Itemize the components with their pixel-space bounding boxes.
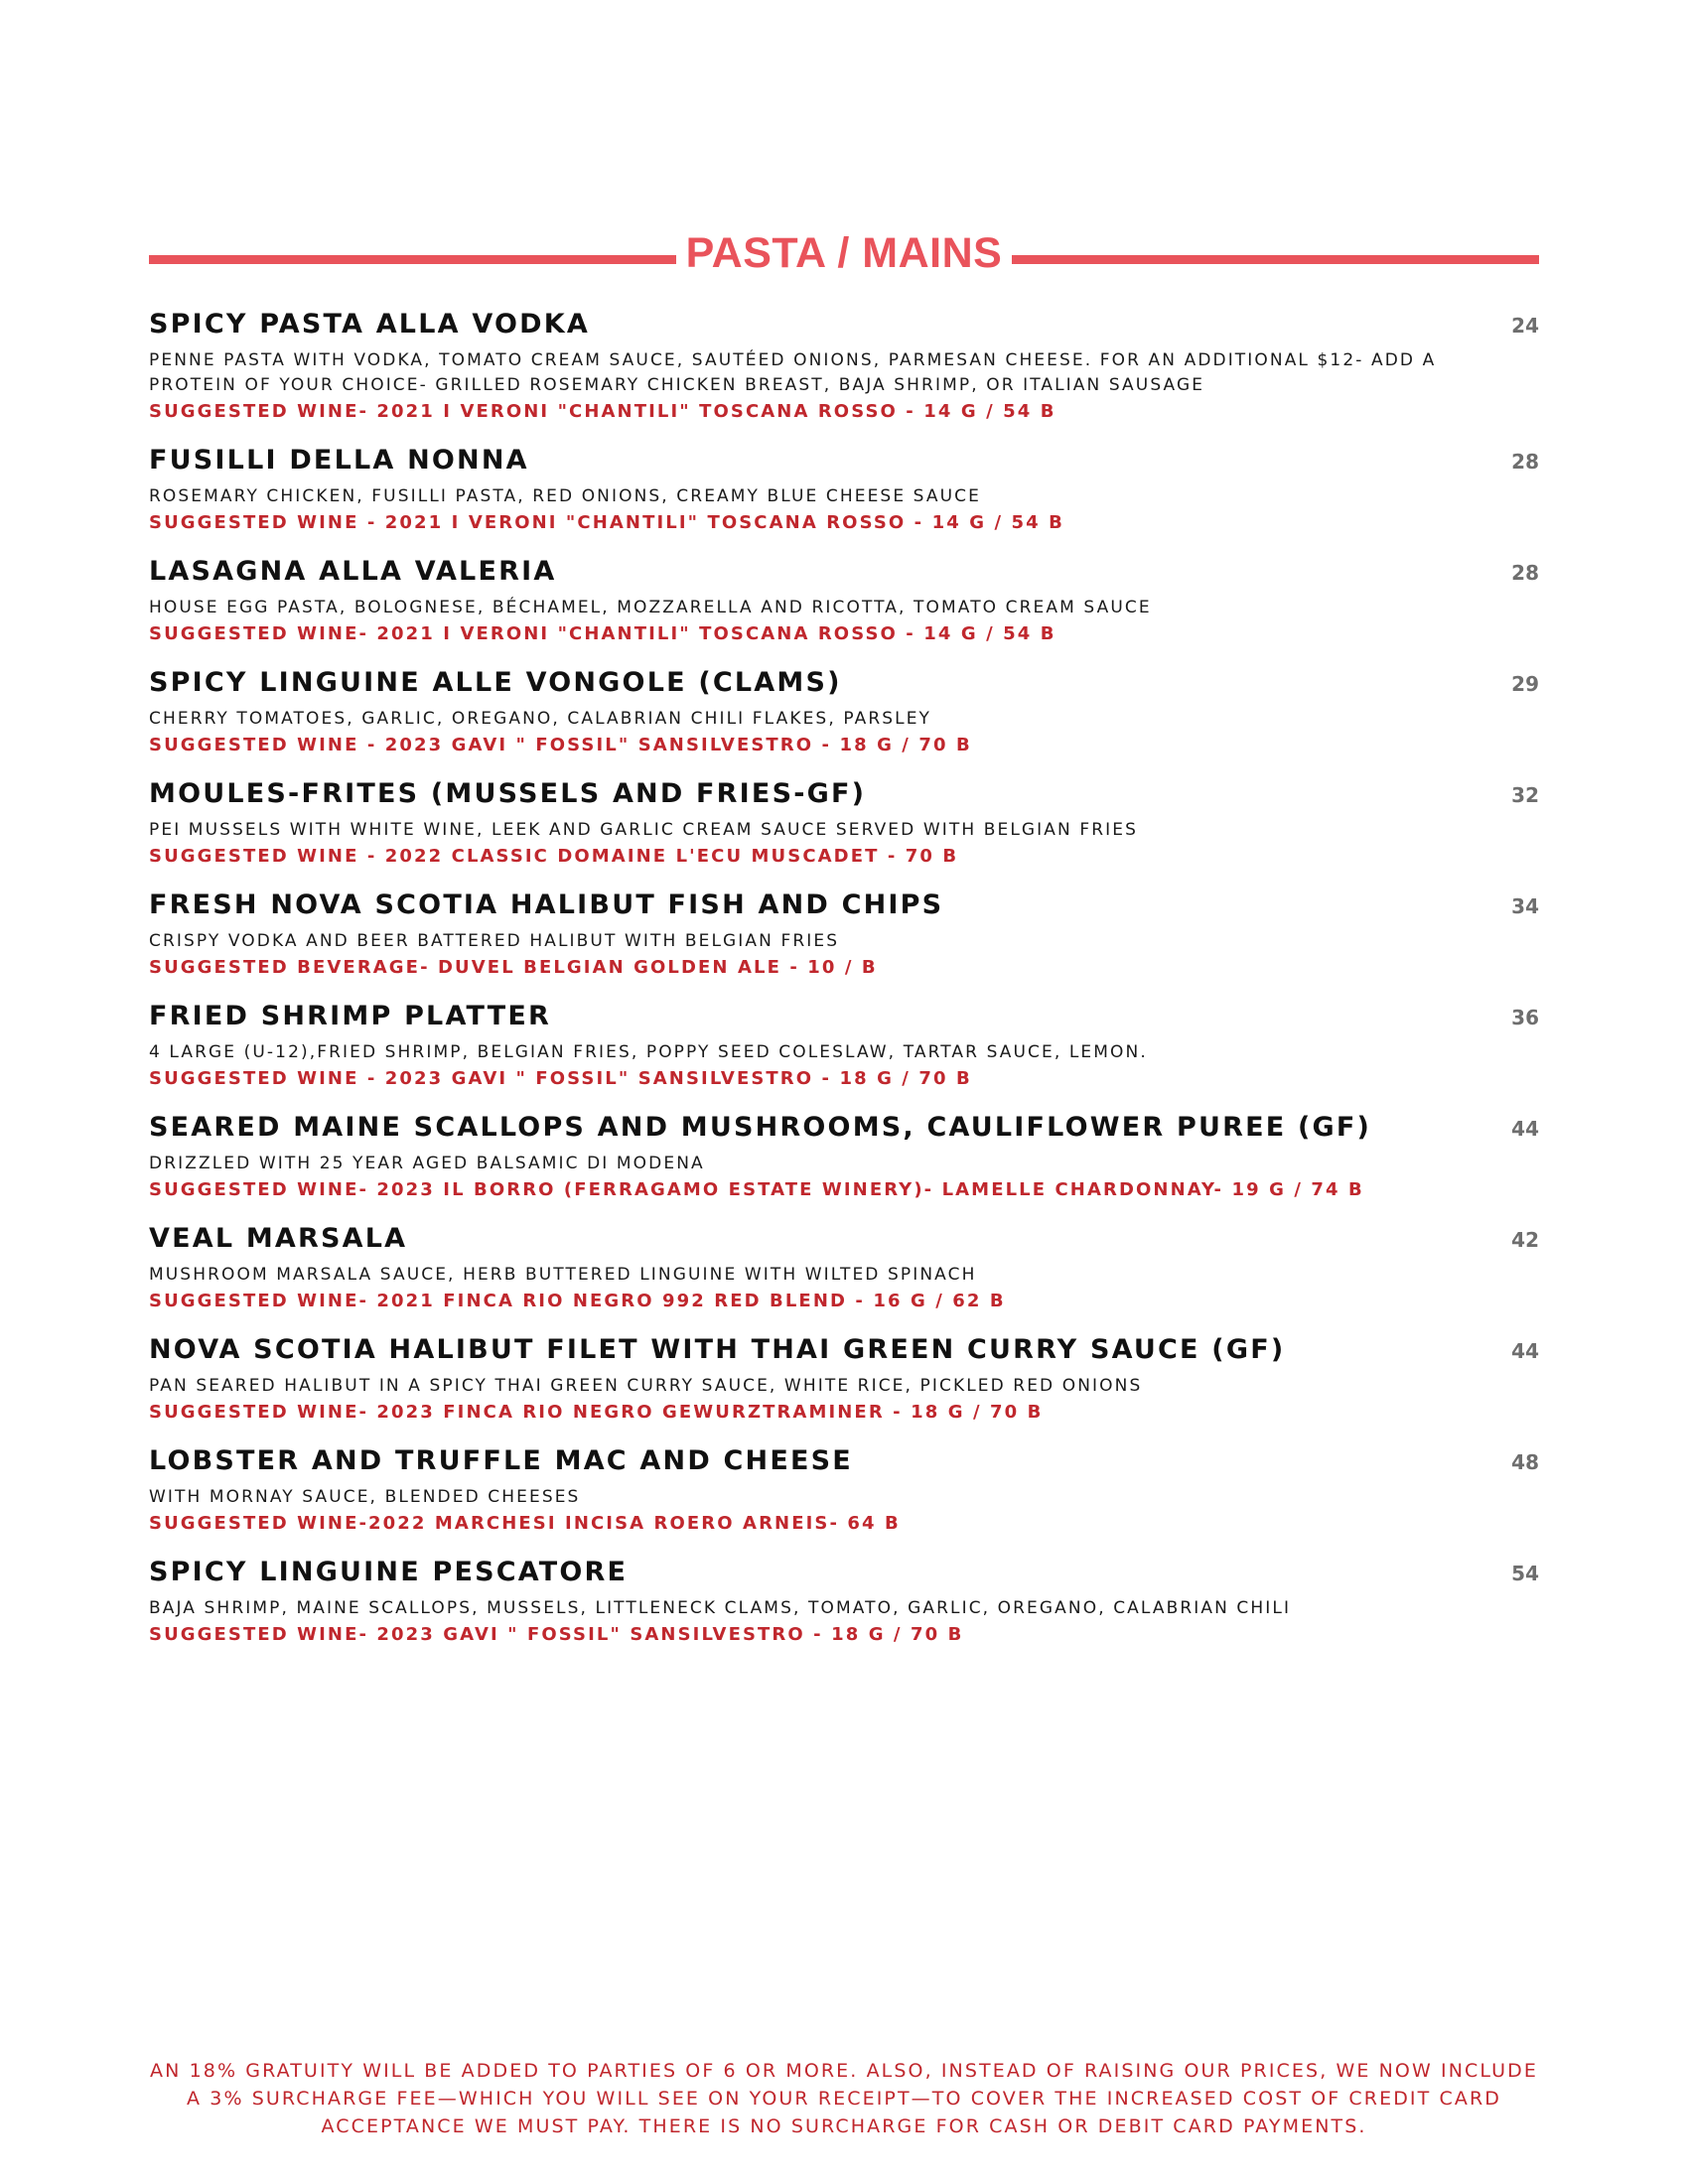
header-rule-left [149, 255, 676, 264]
item-wine-pairing: SUGGESTED WINE- 2021 I VERONI "CHANTILI" TOSCANA ROSSO - 14 G / 54 B [149, 623, 1056, 644]
menu-item [149, 553, 1539, 647]
item-description: ROSEMARY CHICKEN, FUSILLI PASTA, RED ONIONS, CREAMY BLUE CHEESE SAUCE [149, 486, 981, 506]
item-description: CHERRY TOMATOES, GARLIC, OREGANO, CALABRIAN CHILI FLAKES, PARSLEY [149, 709, 932, 729]
item-wine-pairing: SUGGESTED WINE-2022 MARCHESI INCISA ROERO ARNEIS- 64 B [149, 1513, 901, 1534]
item-wine-pairing: SUGGESTED WINE - 2021 I VERONI "CHANTILI" TOSCANA ROSSO - 14 G / 54 B [149, 512, 1064, 533]
item-description: PENNE PASTA WITH VODKA, TOMATO CREAM SAUCE, SAUTÉED ONIONS, PARMESAN CHEESE. FOR AN ADDITIONAL $12- ADD A PROTEIN OF YOUR CHOICE- GRILLED ROSEMARY CHICKEN BREAST, BAJA SHRIMP, OR ITALIAN SAUSAGE [149, 350, 1437, 395]
item-description: PEI MUSSELS WITH WHITE WINE, LEEK AND GARLIC CREAM SAUCE SERVED WITH BELGIAN FRIES [149, 820, 1138, 840]
item-price: 28 [1511, 450, 1539, 474]
item-wine-pairing: SUGGESTED WINE - 2023 GAVI " FOSSIL" SANSILVESTRO - 18 G / 70 B [149, 735, 972, 755]
section-title: PASTA / MAINS [685, 228, 1003, 277]
menu-item [149, 1109, 1539, 1203]
item-price: 44 [1511, 1117, 1539, 1141]
surcharge-notice: AN 18% GRATUITY WILL BE ADDED TO PARTIES OF 6 OR MORE. ALSO, INSTEAD OF RAISING OUR PRICES, WE NOW INCLUDE A 3% SURCHARGE FEE—WHICH YOU WILL SEE ON YOUR RECEIPT—TO COVER THE INCREASED COST OF CREDIT CARD ACCEPTANCE WE MUST PAY. THERE IS NO SURCHARGE FOR CASH OR DEBIT CARD PAYMENTS. [150, 2060, 1538, 2137]
menu-item [149, 887, 1539, 981]
item-price: 28 [1511, 561, 1539, 585]
item-name: LASAGNA ALLA VALERIA [149, 556, 557, 587]
item-description: MUSHROOM MARSALA SAUCE, HERB BUTTERED LINGUINE WITH WILTED SPINACH [149, 1265, 977, 1285]
menu-item [149, 664, 1539, 758]
item-price: 48 [1511, 1450, 1539, 1474]
item-description: HOUSE EGG PASTA, BOLOGNESE, BÉCHAMEL, MOZZARELLA AND RICOTTA, TOMATO CREAM SAUCE [149, 598, 1152, 617]
header-rule-right [1012, 255, 1539, 264]
item-name: MOULES-FRITES (MUSSELS AND FRIES-GF) [149, 778, 867, 809]
menu-item [149, 306, 1539, 425]
menu-item [149, 1331, 1539, 1426]
item-price: 29 [1511, 672, 1539, 696]
item-name: FRIED SHRIMP PLATTER [149, 1001, 551, 1031]
item-wine-pairing: SUGGESTED WINE - 2023 GAVI " FOSSIL" SANSILVESTRO - 18 G / 70 B [149, 1068, 972, 1089]
item-name: SPICY LINGUINE PESCATORE [149, 1557, 629, 1587]
item-wine-pairing: SUGGESTED WINE- 2021 I VERONI "CHANTILI" TOSCANA ROSSO - 14 G / 54 B [149, 401, 1056, 422]
item-price: 24 [1511, 314, 1539, 338]
item-price: 36 [1511, 1006, 1539, 1029]
item-description: 4 LARGE (U-12),FRIED SHRIMP, BELGIAN FRIES, POPPY SEED COLESLAW, TARTAR SAUCE, LEMON. [149, 1042, 1148, 1062]
menu-item [149, 775, 1539, 870]
item-price: 42 [1511, 1228, 1539, 1252]
menu-item [149, 1442, 1539, 1537]
item-description: WITH MORNAY SAUCE, BLENDED CHEESES [149, 1487, 581, 1507]
item-price: 54 [1511, 1562, 1539, 1585]
item-wine-pairing: SUGGESTED WINE - 2022 CLASSIC DOMAINE L'ECU MUSCADET - 70 B [149, 846, 959, 867]
item-name: NOVA SCOTIA HALIBUT FILET WITH THAI GREEN CURRY SAUCE (GF) [149, 1334, 1286, 1365]
item-wine-pairing: SUGGESTED WINE- 2023 IL BORRO (FERRAGAMO ESTATE WINERY)- LAMELLE CHARDONNAY- 19 G / 74 B [149, 1179, 1364, 1200]
menu-item [149, 1220, 1539, 1314]
item-name: FRESH NOVA SCOTIA HALIBUT FISH AND CHIPS [149, 889, 944, 920]
item-wine-pairing: SUGGESTED WINE- 2023 FINCA RIO NEGRO GEWURZTRAMINER - 18 G / 70 B [149, 1402, 1044, 1423]
item-price: 44 [1511, 1339, 1539, 1363]
item-wine-pairing: SUGGESTED WINE- 2023 GAVI " FOSSIL" SANSILVESTRO - 18 G / 70 B [149, 1624, 964, 1645]
item-wine-pairing: SUGGESTED WINE- 2021 FINCA RIO NEGRO 992 RED BLEND - 16 G / 62 B [149, 1291, 1006, 1311]
item-name: FUSILLI DELLA NONNA [149, 445, 529, 476]
item-name: SPICY LINGUINE ALLE VONGOLE (CLAMS) [149, 667, 842, 698]
item-name: LOBSTER AND TRUFFLE MAC AND CHEESE [149, 1445, 853, 1476]
item-name: SEARED MAINE SCALLOPS AND MUSHROOMS, CAULIFLOWER PUREE (GF) [149, 1112, 1372, 1143]
menu-item [149, 998, 1539, 1092]
section-header [149, 223, 1539, 283]
item-name: SPICY PASTA ALLA VODKA [149, 309, 590, 340]
item-name: VEAL MARSALA [149, 1223, 408, 1254]
item-price: 32 [1511, 783, 1539, 807]
item-description: BAJA SHRIMP, MAINE SCALLOPS, MUSSELS, LITTLENECK CLAMS, TOMATO, GARLIC, OREGANO, CALABRIAN CHILI [149, 1598, 1292, 1618]
item-price: 34 [1511, 894, 1539, 918]
menu-item [149, 1554, 1539, 1648]
item-description: CRISPY VODKA AND BEER BATTERED HALIBUT WITH BELGIAN FRIES [149, 931, 840, 951]
item-description: PAN SEARED HALIBUT IN A SPICY THAI GREEN CURRY SAUCE, WHITE RICE, PICKLED RED ONIONS [149, 1376, 1143, 1396]
menu-item [149, 442, 1539, 536]
item-description: DRIZZLED WITH 25 YEAR AGED BALSAMIC DI MODENA [149, 1154, 705, 1173]
item-wine-pairing: SUGGESTED BEVERAGE- DUVEL BELGIAN GOLDEN ALE - 10 / B [149, 957, 878, 978]
